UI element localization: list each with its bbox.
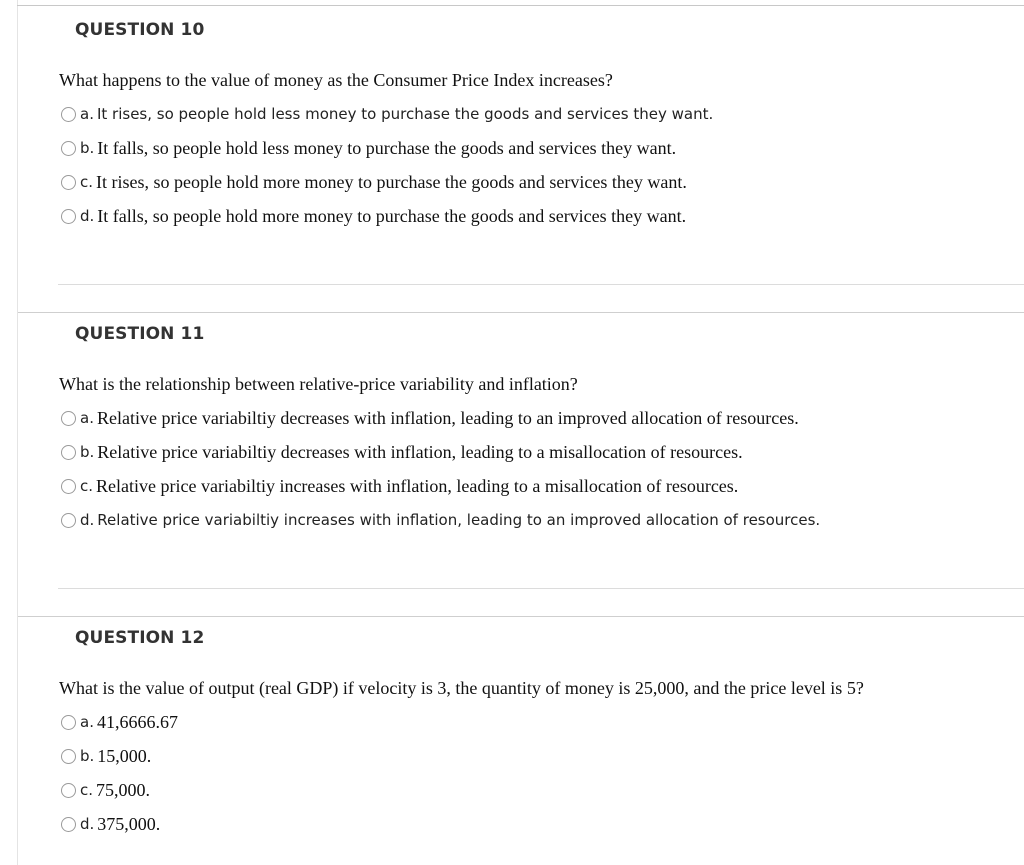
question-10-title: QUESTION 10	[75, 20, 205, 40]
question-11-answer-divider	[58, 588, 1024, 589]
question-12-text: What is the value of output (real GDP) if velocity is 3, the quantity of money is 25,000, and the price level is 5?	[59, 678, 864, 698]
question-10-choice-c[interactable]	[61, 171, 687, 193]
question-11-title: QUESTION 11	[75, 324, 205, 344]
question-11-choice-b[interactable]	[61, 441, 743, 463]
question-11-choice-a[interactable]	[61, 407, 799, 429]
choice-text: 41,6666.67	[96, 711, 178, 732]
choice-letter: a.	[80, 105, 94, 123]
choice-text: 15,000.	[97, 745, 152, 766]
question-12-title: QUESTION 12	[75, 628, 205, 648]
question-10-block	[18, 0, 1024, 300]
radio-button-icon[interactable]	[61, 817, 76, 832]
radio-button-icon[interactable]	[61, 411, 76, 426]
question-12-choice-b[interactable]	[61, 745, 151, 767]
question-10-answer-divider	[58, 284, 1024, 285]
question-12-choice-a[interactable]	[61, 711, 178, 733]
radio-button-icon[interactable]	[61, 209, 76, 224]
choice-letter: a.	[80, 713, 94, 731]
choice-text: It rises, so people hold more money to purchase the goods and services they want.	[96, 171, 687, 192]
choice-text: 375,000.	[97, 813, 161, 834]
question-11-choice-c[interactable]	[61, 475, 738, 497]
choice-letter: d.	[80, 207, 95, 225]
choice-letter: b.	[80, 443, 95, 461]
choice-letter: c.	[80, 477, 94, 495]
radio-button-icon[interactable]	[61, 715, 76, 730]
question-12-choice-c[interactable]	[61, 779, 150, 801]
question-10-choice-a[interactable]	[61, 103, 713, 125]
choice-letter: c.	[80, 173, 94, 191]
question-12-choice-d[interactable]	[61, 813, 160, 835]
choice-letter: a.	[80, 409, 94, 427]
choice-letter: d.	[80, 815, 95, 833]
question-10-text: What happens to the value of money as the Consumer Price Index increases?	[59, 70, 613, 90]
choice-text: Relative price variabiltiy decreases with inflation, leading to an improved allocation of resources.	[96, 407, 799, 428]
radio-button-icon[interactable]	[61, 141, 76, 156]
radio-button-icon[interactable]	[61, 175, 76, 190]
choice-text: Relative price variabiltiy increases with inflation, leading to an improved allocation of resources.	[97, 511, 821, 529]
radio-button-icon[interactable]	[61, 513, 76, 528]
left-page-margin	[0, 0, 18, 865]
choice-letter: b.	[80, 139, 95, 157]
question-11-choice-d[interactable]	[61, 509, 820, 531]
question-11-text: What is the relationship between relative-price variability and inflation?	[59, 374, 578, 394]
choice-text: It falls, so people hold more money to purchase the goods and services they want.	[97, 205, 687, 226]
radio-button-icon[interactable]	[61, 107, 76, 122]
question-10-choice-b[interactable]	[61, 137, 676, 159]
choice-text: 75,000.	[96, 779, 151, 800]
question-10-choice-d[interactable]	[61, 205, 686, 227]
choice-letter: d.	[80, 511, 95, 529]
choice-text: It falls, so people hold less money to purchase the goods and services they want.	[97, 137, 677, 158]
radio-button-icon[interactable]	[61, 749, 76, 764]
question-11-block	[18, 304, 1024, 604]
choice-letter: b.	[80, 747, 95, 765]
question-12-block	[18, 608, 1024, 865]
choice-text: Relative price variabiltiy increases with inflation, leading to a misallocation of resources.	[96, 475, 739, 496]
radio-button-icon[interactable]	[61, 783, 76, 798]
radio-button-icon[interactable]	[61, 445, 76, 460]
radio-button-icon[interactable]	[61, 479, 76, 494]
choice-text: Relative price variabiltiy decreases with inflation, leading to a misallocation of resources.	[97, 441, 743, 462]
choice-letter: c.	[80, 781, 94, 799]
choice-text: It rises, so people hold less money to purchase the goods and services they want.	[96, 105, 714, 123]
